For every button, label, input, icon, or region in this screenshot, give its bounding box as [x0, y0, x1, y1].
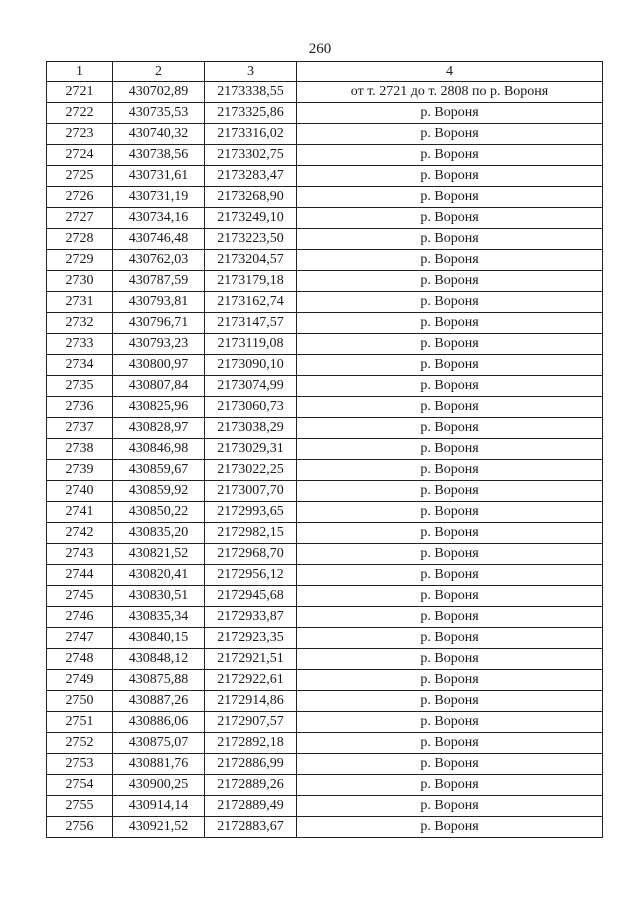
- x-coordinate-cell: 430881,76: [113, 754, 205, 775]
- y-coordinate-cell: 2173316,02: [205, 124, 297, 145]
- table-row: [47, 82, 603, 103]
- description-cell: р. Вороня: [297, 817, 603, 838]
- description-cell: р. Вороня: [297, 292, 603, 313]
- point-number-cell: 2731: [47, 292, 113, 313]
- table-row: [47, 208, 603, 229]
- description-cell: от т. 2721 до т. 2808 по р. Вороня: [297, 82, 603, 103]
- description-cell: р. Вороня: [297, 397, 603, 418]
- x-coordinate-cell: 430825,96: [113, 397, 205, 418]
- table-row: [47, 460, 603, 481]
- description-cell: р. Вороня: [297, 607, 603, 628]
- table-row: [47, 607, 603, 628]
- description-cell: р. Вороня: [297, 250, 603, 271]
- table-row: [47, 292, 603, 313]
- table-row: [47, 313, 603, 334]
- header-y-coordinate: 3: [205, 62, 297, 82]
- description-cell: р. Вороня: [297, 523, 603, 544]
- y-coordinate-cell: 2173283,47: [205, 166, 297, 187]
- description-cell: р. Вороня: [297, 166, 603, 187]
- table-row: [47, 250, 603, 271]
- x-coordinate-cell: 430840,15: [113, 628, 205, 649]
- point-number-cell: 2755: [47, 796, 113, 817]
- table-row: [47, 502, 603, 523]
- y-coordinate-cell: 2172921,51: [205, 649, 297, 670]
- x-coordinate-cell: 430846,98: [113, 439, 205, 460]
- x-coordinate-cell: 430830,51: [113, 586, 205, 607]
- y-coordinate-cell: 2172982,15: [205, 523, 297, 544]
- description-cell: р. Вороня: [297, 775, 603, 796]
- x-coordinate-cell: 430850,22: [113, 502, 205, 523]
- table-row: [47, 166, 603, 187]
- description-cell: р. Вороня: [297, 187, 603, 208]
- y-coordinate-cell: 2173038,29: [205, 418, 297, 439]
- y-coordinate-cell: 2173204,57: [205, 250, 297, 271]
- description-cell: р. Вороня: [297, 565, 603, 586]
- point-number-cell: 2750: [47, 691, 113, 712]
- header-description: 4: [297, 62, 603, 82]
- point-number-cell: 2741: [47, 502, 113, 523]
- description-cell: р. Вороня: [297, 313, 603, 334]
- y-coordinate-cell: 2172945,68: [205, 586, 297, 607]
- x-coordinate-cell: 430762,03: [113, 250, 205, 271]
- point-number-cell: 2739: [47, 460, 113, 481]
- description-cell: р. Вороня: [297, 439, 603, 460]
- y-coordinate-cell: 2172993,65: [205, 502, 297, 523]
- table-row: [47, 145, 603, 166]
- point-number-cell: 2724: [47, 145, 113, 166]
- point-number-cell: 2738: [47, 439, 113, 460]
- y-coordinate-cell: 2172923,35: [205, 628, 297, 649]
- y-coordinate-cell: 2173074,99: [205, 376, 297, 397]
- point-number-cell: 2754: [47, 775, 113, 796]
- point-number-cell: 2734: [47, 355, 113, 376]
- description-cell: р. Вороня: [297, 334, 603, 355]
- page-number: 260: [308, 41, 332, 57]
- table-row: [47, 712, 603, 733]
- table-row: [47, 124, 603, 145]
- point-number-cell: 2732: [47, 313, 113, 334]
- x-coordinate-cell: 430746,48: [113, 229, 205, 250]
- point-number-cell: 2722: [47, 103, 113, 124]
- description-cell: р. Вороня: [297, 712, 603, 733]
- description-cell: р. Вороня: [297, 271, 603, 292]
- table-row: [47, 796, 603, 817]
- table-row: [47, 775, 603, 796]
- x-coordinate-cell: 430921,52: [113, 817, 205, 838]
- x-coordinate-cell: 430875,07: [113, 733, 205, 754]
- table-row: [47, 649, 603, 670]
- description-cell: р. Вороня: [297, 586, 603, 607]
- table-row: [47, 733, 603, 754]
- x-coordinate-cell: 430735,53: [113, 103, 205, 124]
- table-row: [47, 628, 603, 649]
- x-coordinate-cell: 430793,81: [113, 292, 205, 313]
- point-number-cell: 2756: [47, 817, 113, 838]
- x-coordinate-cell: 430900,25: [113, 775, 205, 796]
- table-row: [47, 229, 603, 250]
- y-coordinate-cell: 2173302,75: [205, 145, 297, 166]
- table-row: [47, 355, 603, 376]
- description-cell: р. Вороня: [297, 544, 603, 565]
- y-coordinate-cell: 2172886,99: [205, 754, 297, 775]
- y-coordinate-cell: 2173119,08: [205, 334, 297, 355]
- y-coordinate-cell: 2173325,86: [205, 103, 297, 124]
- x-coordinate-cell: 430793,23: [113, 334, 205, 355]
- point-number-cell: 2748: [47, 649, 113, 670]
- point-number-cell: 2751: [47, 712, 113, 733]
- x-coordinate-cell: 430859,67: [113, 460, 205, 481]
- point-number-cell: 2746: [47, 607, 113, 628]
- table-row: [47, 523, 603, 544]
- table-row: [47, 691, 603, 712]
- y-coordinate-cell: 2172892,18: [205, 733, 297, 754]
- table-row: [47, 754, 603, 775]
- point-number-cell: 2733: [47, 334, 113, 355]
- y-coordinate-cell: 2172914,86: [205, 691, 297, 712]
- point-number-cell: 2735: [47, 376, 113, 397]
- header-row: [47, 62, 603, 82]
- point-number-cell: 2736: [47, 397, 113, 418]
- y-coordinate-cell: 2173249,10: [205, 208, 297, 229]
- y-coordinate-cell: 2172956,12: [205, 565, 297, 586]
- y-coordinate-cell: 2172889,26: [205, 775, 297, 796]
- description-cell: р. Вороня: [297, 502, 603, 523]
- point-number-cell: 2729: [47, 250, 113, 271]
- x-coordinate-cell: 430914,14: [113, 796, 205, 817]
- point-number-cell: 2749: [47, 670, 113, 691]
- x-coordinate-cell: 430886,06: [113, 712, 205, 733]
- x-coordinate-cell: 430800,97: [113, 355, 205, 376]
- table-row: [47, 103, 603, 124]
- x-coordinate-cell: 430828,97: [113, 418, 205, 439]
- point-number-cell: 2752: [47, 733, 113, 754]
- y-coordinate-cell: 2173022,25: [205, 460, 297, 481]
- description-cell: р. Вороня: [297, 670, 603, 691]
- y-coordinate-cell: 2172889,49: [205, 796, 297, 817]
- x-coordinate-cell: 430702,89: [113, 82, 205, 103]
- y-coordinate-cell: 2173338,55: [205, 82, 297, 103]
- table-row: [47, 565, 603, 586]
- point-number-cell: 2725: [47, 166, 113, 187]
- y-coordinate-cell: 2172883,67: [205, 817, 297, 838]
- x-coordinate-cell: 430740,32: [113, 124, 205, 145]
- y-coordinate-cell: 2173007,70: [205, 481, 297, 502]
- coordinates-table: [46, 61, 603, 838]
- x-coordinate-cell: 430787,59: [113, 271, 205, 292]
- point-number-cell: 2727: [47, 208, 113, 229]
- point-number-cell: 2742: [47, 523, 113, 544]
- y-coordinate-cell: 2173179,18: [205, 271, 297, 292]
- header-point-number: 1: [47, 62, 113, 82]
- y-coordinate-cell: 2172907,57: [205, 712, 297, 733]
- table-body: [47, 82, 603, 838]
- description-cell: р. Вороня: [297, 754, 603, 775]
- point-number-cell: 2726: [47, 187, 113, 208]
- table-row: [47, 418, 603, 439]
- y-coordinate-cell: 2173162,74: [205, 292, 297, 313]
- description-cell: р. Вороня: [297, 355, 603, 376]
- description-cell: р. Вороня: [297, 208, 603, 229]
- description-cell: р. Вороня: [297, 628, 603, 649]
- x-coordinate-cell: 430807,84: [113, 376, 205, 397]
- x-coordinate-cell: 430820,41: [113, 565, 205, 586]
- table-header: [47, 62, 603, 82]
- y-coordinate-cell: 2172968,70: [205, 544, 297, 565]
- description-cell: р. Вороня: [297, 229, 603, 250]
- table-row: [47, 586, 603, 607]
- table-row: [47, 481, 603, 502]
- description-cell: р. Вороня: [297, 481, 603, 502]
- x-coordinate-cell: 430796,71: [113, 313, 205, 334]
- point-number-cell: 2743: [47, 544, 113, 565]
- point-number-cell: 2753: [47, 754, 113, 775]
- point-number-cell: 2730: [47, 271, 113, 292]
- x-coordinate-cell: 430821,52: [113, 544, 205, 565]
- description-cell: р. Вороня: [297, 460, 603, 481]
- x-coordinate-cell: 430734,16: [113, 208, 205, 229]
- header-x-coordinate: 2: [113, 62, 205, 82]
- x-coordinate-cell: 430848,12: [113, 649, 205, 670]
- x-coordinate-cell: 430731,61: [113, 166, 205, 187]
- x-coordinate-cell: 430875,88: [113, 670, 205, 691]
- x-coordinate-cell: 430835,20: [113, 523, 205, 544]
- point-number-cell: 2728: [47, 229, 113, 250]
- table-row: [47, 376, 603, 397]
- point-number-cell: 2747: [47, 628, 113, 649]
- table-row: [47, 439, 603, 460]
- description-cell: р. Вороня: [297, 103, 603, 124]
- description-cell: р. Вороня: [297, 796, 603, 817]
- table-row: [47, 271, 603, 292]
- description-cell: р. Вороня: [297, 649, 603, 670]
- point-number-cell: 2740: [47, 481, 113, 502]
- y-coordinate-cell: 2173060,73: [205, 397, 297, 418]
- table-row: [47, 187, 603, 208]
- y-coordinate-cell: 2173090,10: [205, 355, 297, 376]
- description-cell: р. Вороня: [297, 376, 603, 397]
- table-row: [47, 817, 603, 838]
- table-row: [47, 334, 603, 355]
- y-coordinate-cell: 2173029,31: [205, 439, 297, 460]
- point-number-cell: 2723: [47, 124, 113, 145]
- point-number-cell: 2737: [47, 418, 113, 439]
- y-coordinate-cell: 2173223,50: [205, 229, 297, 250]
- x-coordinate-cell: 430731,19: [113, 187, 205, 208]
- y-coordinate-cell: 2172922,61: [205, 670, 297, 691]
- table-row: [47, 544, 603, 565]
- y-coordinate-cell: 2173268,90: [205, 187, 297, 208]
- x-coordinate-cell: 430887,26: [113, 691, 205, 712]
- x-coordinate-cell: 430835,34: [113, 607, 205, 628]
- x-coordinate-cell: 430859,92: [113, 481, 205, 502]
- description-cell: р. Вороня: [297, 418, 603, 439]
- table-row: [47, 397, 603, 418]
- description-cell: р. Вороня: [297, 145, 603, 166]
- point-number-cell: 2745: [47, 586, 113, 607]
- x-coordinate-cell: 430738,56: [113, 145, 205, 166]
- point-number-cell: 2721: [47, 82, 113, 103]
- table-row: [47, 670, 603, 691]
- description-cell: р. Вороня: [297, 691, 603, 712]
- point-number-cell: 2744: [47, 565, 113, 586]
- description-cell: р. Вороня: [297, 733, 603, 754]
- description-cell: р. Вороня: [297, 124, 603, 145]
- y-coordinate-cell: 2173147,57: [205, 313, 297, 334]
- y-coordinate-cell: 2172933,87: [205, 607, 297, 628]
